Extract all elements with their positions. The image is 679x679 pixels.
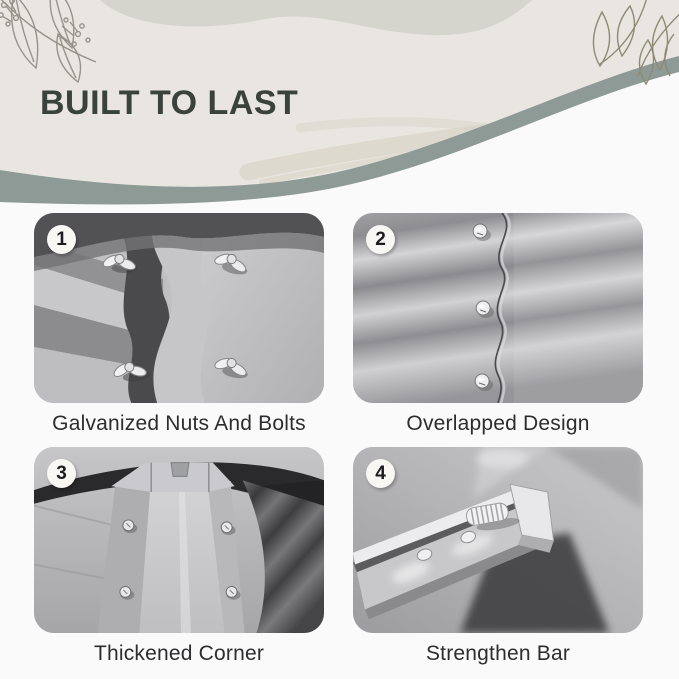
page-title: BUILT TO LAST xyxy=(40,84,299,122)
feature-photo xyxy=(353,447,643,633)
wing-nuts-on-corrugated-metal-photo xyxy=(34,213,324,403)
feature-number-badge: 1 xyxy=(47,225,76,254)
feature-card-thickened-corner xyxy=(34,447,324,666)
feature-photo xyxy=(34,447,324,633)
feature-caption: Strengthen Bar xyxy=(425,642,571,665)
feature-caption: Galvanized Nuts And Bolts xyxy=(52,412,306,435)
feature-number-badge: 2 xyxy=(366,225,395,254)
feature-number-badge: 4 xyxy=(366,459,395,488)
feature-photo xyxy=(34,213,324,403)
crossbar-with-bolt-photo xyxy=(353,447,643,633)
overlapped-corrugated-sheets-photo xyxy=(353,213,643,403)
feature-photo xyxy=(353,213,643,403)
feature-caption: Thickened Corner xyxy=(93,642,265,665)
feature-card-overlapped-design xyxy=(353,213,643,436)
feature-number-badge: 3 xyxy=(47,459,76,488)
corner-bracket-photo xyxy=(34,447,324,633)
feature-card-strengthen-bar xyxy=(353,447,643,666)
feature-caption: Overlapped Design xyxy=(406,412,590,435)
feature-card-nuts-bolts xyxy=(34,213,324,436)
corner-bracket xyxy=(98,463,245,633)
